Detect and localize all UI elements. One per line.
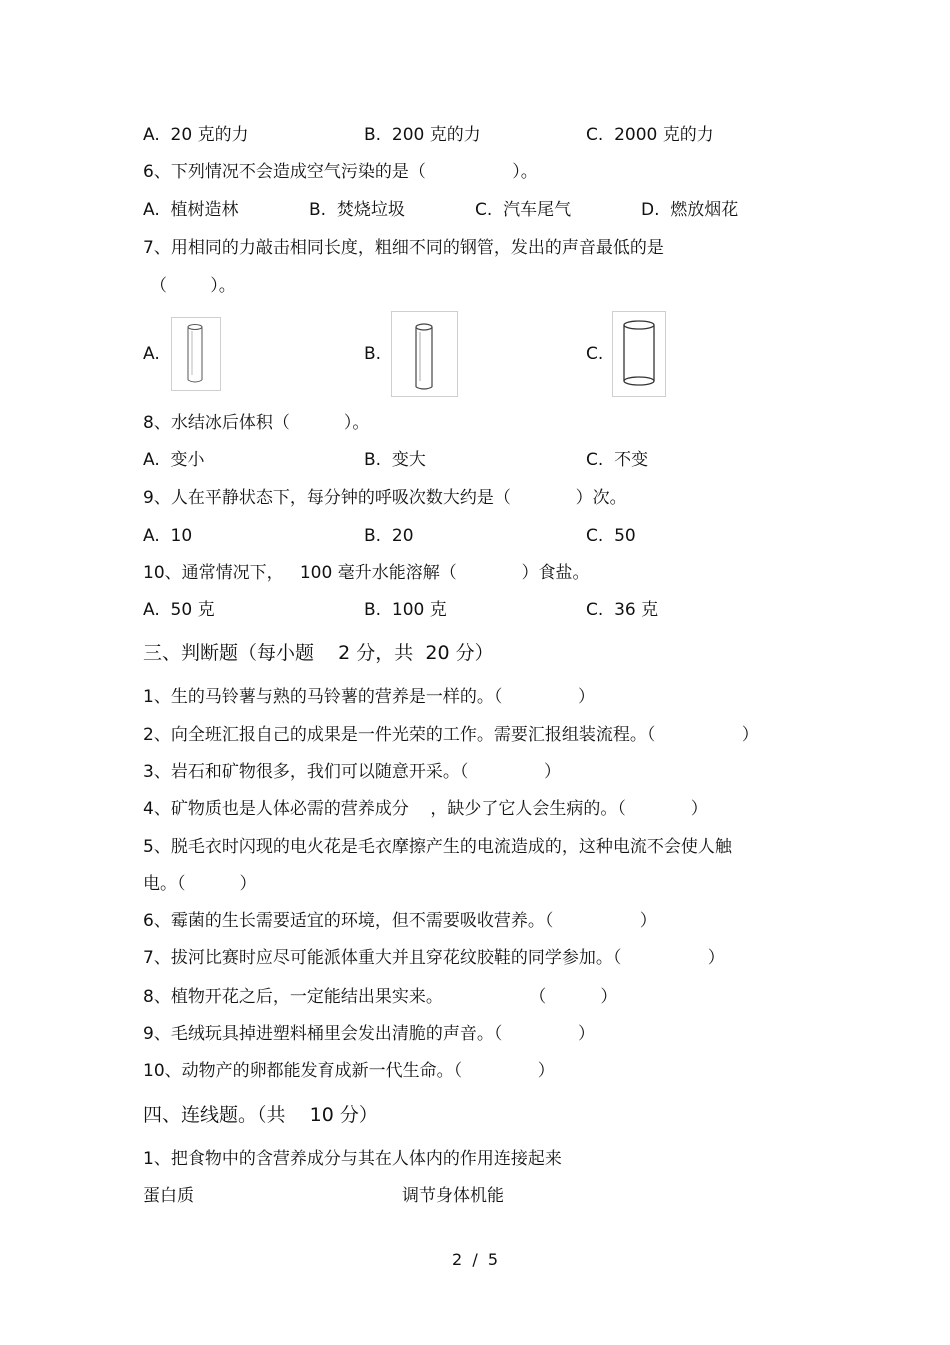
section3-item-7: 7、拔河比赛时应尽可能派体重大并且穿花纹胶鞋的同学参加。（ ） — [143, 948, 725, 968]
q9-stem: 9、人在平静状态下，每分钟的呼吸次数大约是（ ）次。 — [143, 488, 627, 508]
q10-option-b: B. 100 克 — [364, 600, 447, 620]
section3-item-3: 3、岩石和矿物很多，我们可以随意开采。（ ） — [143, 762, 561, 782]
q6-option-a: A. 植树造林 — [143, 200, 239, 220]
footer-row — [0, 1248, 950, 1272]
section4-match-row — [0, 1184, 950, 1208]
section3-heading: 三、判断题（每小题 2 分，共 20 分） — [143, 642, 494, 664]
q8-option-a: A. 变小 — [143, 450, 205, 470]
section3-item-8: 8、植物开花之后，一定能结出果实来。 （ ） — [143, 987, 618, 1007]
section3-item-5-line2: 电。（ ） — [143, 874, 257, 894]
match-right-item: 调节身体机能 — [402, 1186, 504, 1206]
q6-option-d: D. 燃放烟花 — [641, 200, 739, 220]
section3-item-row — [0, 685, 950, 709]
section3-item-row — [0, 946, 950, 970]
section3-heading-row — [0, 641, 950, 665]
section4-heading-row — [0, 1103, 950, 1127]
q7-stem-line1: 7、用相同的力敲击相同长度，粗细不同的钢管，发出的声音最低的是 — [143, 238, 664, 258]
q6-stem: 6、下列情况不会造成空气污染的是（ ）。 — [143, 162, 538, 182]
q7-option-a: A. — [143, 344, 160, 364]
medium-tube-figure — [391, 311, 458, 397]
q9-option-a: A. 10 — [143, 526, 193, 546]
q6-option-b: B. 焚烧垃圾 — [309, 200, 405, 220]
section4-q1-row — [0, 1147, 950, 1171]
section3-item-row — [0, 723, 950, 747]
q7-stem-row-2 — [0, 274, 950, 298]
q5-option-c: C. 2000 克的力 — [586, 125, 714, 145]
q9-option-b: B. 20 — [364, 526, 414, 546]
q8-stem-row — [0, 411, 950, 435]
q8-options-row — [0, 448, 950, 472]
q7-option-c: C. — [586, 344, 604, 364]
q8-option-c: C. 不变 — [586, 450, 649, 470]
section3-item-row — [0, 1059, 950, 1083]
q8-stem: 8、水结冰后体积（ ）。 — [143, 413, 370, 433]
section4-q1-stem: 1、把食物中的含营养成分与其在人体内的作用连接起来 — [143, 1149, 562, 1169]
q9-stem-row — [0, 486, 950, 510]
section3-item-row — [0, 909, 950, 933]
q10-stem-row — [0, 561, 950, 585]
q7-options-row — [0, 342, 950, 366]
section3-item-1: 1、生的马铃薯与熟的马铃薯的营养是一样的。（ ） — [143, 687, 595, 707]
q6-option-c: C. 汽车尾气 — [475, 200, 572, 220]
q7-stem-row-1 — [0, 236, 950, 260]
section3-item-5-line1: 5、脱毛衣时闪现的电火花是毛衣摩擦产生的电流造成的，这种电流不会使人触 — [143, 837, 732, 857]
section3-item-row — [0, 797, 950, 821]
q9-option-c: C. 50 — [586, 526, 636, 546]
section3-item-10: 10、动物产的卵都能发育成新一代生命。（ ） — [143, 1061, 555, 1081]
section3-item-row — [0, 872, 950, 896]
q9-options-row — [0, 524, 950, 548]
section3-item-row — [0, 985, 950, 1009]
section3-item-6: 6、霉菌的生长需要适宜的环境，但不需要吸收营养。（ ） — [143, 911, 657, 931]
q5-option-b: B. 200 克的力 — [364, 125, 481, 145]
q5-options-row — [0, 123, 950, 147]
section3-item-row — [0, 1022, 950, 1046]
q6-options-row — [0, 198, 950, 222]
section3-item-2: 2、向全班汇报自己的成果是一件光荣的工作。需要汇报组装流程。（ ） — [143, 725, 759, 745]
q6-stem-row — [0, 160, 950, 184]
section3-item-9: 9、毛绒玩具掉进塑料桶里会发出清脆的声音。（ ） — [143, 1024, 595, 1044]
q10-stem: 10、通常情况下， 100 毫升水能溶解（ ）食盐。 — [143, 563, 590, 583]
section3-item-row — [0, 760, 950, 784]
thin-tube-figure — [171, 317, 221, 391]
section3-item-row — [0, 835, 950, 859]
page-number: 2 / 5 — [452, 1250, 499, 1269]
section3-item-4: 4、矿物质也是人体必需的营养成分 ，缺少了它人会生病的。（ ） — [143, 799, 708, 819]
thick-tube-figure — [612, 311, 666, 397]
section4-heading: 四、连线题。（共 10 分） — [143, 1104, 378, 1126]
q7-stem-line2: （ ）。 — [150, 276, 236, 296]
match-left-item: 蛋白质 — [143, 1186, 194, 1206]
q10-option-a: A. 50 克 — [143, 600, 215, 620]
q10-options-row — [0, 598, 950, 622]
q5-option-a: A. 20 克的力 — [143, 125, 249, 145]
q7-option-b: B. — [364, 344, 382, 364]
q8-option-b: B. 变大 — [364, 450, 426, 470]
q10-option-c: C. 36 克 — [586, 600, 659, 620]
